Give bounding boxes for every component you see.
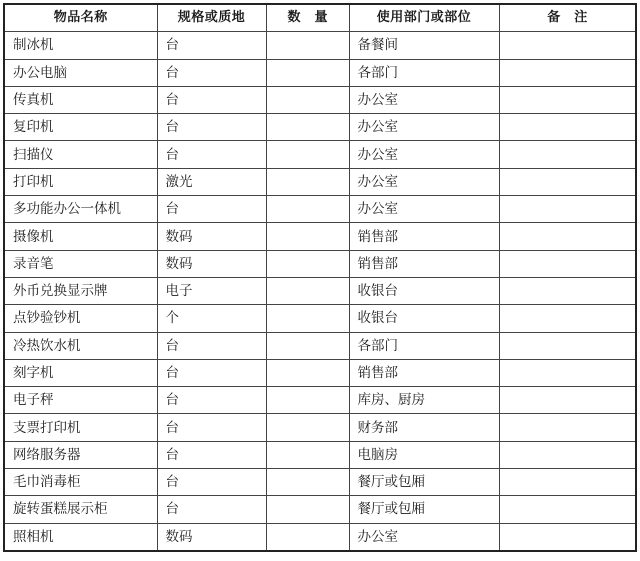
cell-spec: 数码 — [157, 523, 266, 551]
cell-department: 办公室 — [349, 114, 499, 141]
cell-item-name: 录音笔 — [4, 250, 157, 277]
cell-quantity — [266, 496, 349, 523]
table-row — [4, 32, 636, 59]
cell-department: 收银台 — [349, 277, 499, 304]
cell-item-name: 照相机 — [4, 523, 157, 551]
cell-quantity — [266, 332, 349, 359]
cell-spec: 台 — [157, 441, 266, 468]
cell-department: 办公室 — [349, 523, 499, 551]
cell-quantity — [266, 223, 349, 250]
cell-item-name: 旋转蛋糕展示柜 — [4, 496, 157, 523]
table-row — [4, 114, 636, 141]
cell-remark — [499, 359, 636, 386]
cell-item-name: 支票打印机 — [4, 414, 157, 441]
cell-spec: 台 — [157, 59, 266, 86]
table-row — [4, 414, 636, 441]
cell-item-name: 复印机 — [4, 114, 157, 141]
cell-department: 各部门 — [349, 59, 499, 86]
equipment-table — [3, 3, 637, 552]
cell-remark — [499, 469, 636, 496]
cell-spec: 台 — [157, 86, 266, 113]
cell-spec: 激光 — [157, 168, 266, 195]
cell-remark — [499, 414, 636, 441]
cell-department: 销售部 — [349, 359, 499, 386]
cell-quantity — [266, 305, 349, 332]
header-row — [4, 4, 636, 32]
table-row — [4, 141, 636, 168]
cell-item-name: 摄像机 — [4, 223, 157, 250]
cell-remark — [499, 59, 636, 86]
cell-department: 库房、厨房 — [349, 387, 499, 414]
cell-department: 餐厅或包厢 — [349, 496, 499, 523]
cell-department: 备餐间 — [349, 32, 499, 59]
cell-department: 餐厅或包厢 — [349, 469, 499, 496]
cell-item-name: 制冰机 — [4, 32, 157, 59]
cell-item-name: 电子秤 — [4, 387, 157, 414]
cell-quantity — [266, 141, 349, 168]
cell-department: 收银台 — [349, 305, 499, 332]
cell-department: 办公室 — [349, 196, 499, 223]
cell-quantity — [266, 523, 349, 551]
cell-remark — [499, 523, 636, 551]
cell-department: 销售部 — [349, 250, 499, 277]
cell-item-name: 扫描仪 — [4, 141, 157, 168]
cell-spec: 台 — [157, 114, 266, 141]
table-row — [4, 277, 636, 304]
cell-remark — [499, 305, 636, 332]
cell-spec: 台 — [157, 387, 266, 414]
cell-item-name: 冷热饮水机 — [4, 332, 157, 359]
cell-item-name: 毛巾消毒柜 — [4, 469, 157, 496]
cell-department: 财务部 — [349, 414, 499, 441]
table-row — [4, 387, 636, 414]
cell-remark — [499, 86, 636, 113]
cell-remark — [499, 223, 636, 250]
cell-quantity — [266, 441, 349, 468]
cell-remark — [499, 332, 636, 359]
cell-spec: 台 — [157, 469, 266, 496]
cell-item-name: 刻字机 — [4, 359, 157, 386]
table-row — [4, 441, 636, 468]
cell-quantity — [266, 196, 349, 223]
cell-spec: 台 — [157, 332, 266, 359]
cell-spec: 台 — [157, 32, 266, 59]
table-body — [4, 32, 636, 551]
cell-spec: 台 — [157, 359, 266, 386]
cell-quantity — [266, 359, 349, 386]
header-quantity: 数量 — [266, 4, 349, 32]
table-row — [4, 359, 636, 386]
header-item-name: 物品名称 — [4, 4, 157, 32]
header-department: 使用部门或部位 — [349, 4, 499, 32]
cell-department: 电脑房 — [349, 441, 499, 468]
cell-spec: 个 — [157, 305, 266, 332]
table-row — [4, 59, 636, 86]
cell-quantity — [266, 32, 349, 59]
cell-remark — [499, 277, 636, 304]
cell-department: 各部门 — [349, 332, 499, 359]
cell-quantity — [266, 387, 349, 414]
header-remark: 备注 — [499, 4, 636, 32]
table-row — [4, 332, 636, 359]
table-row — [4, 496, 636, 523]
table-row — [4, 250, 636, 277]
cell-quantity — [266, 250, 349, 277]
cell-spec: 台 — [157, 141, 266, 168]
cell-remark — [499, 141, 636, 168]
cell-department: 办公室 — [349, 86, 499, 113]
table-row — [4, 523, 636, 551]
cell-quantity — [266, 114, 349, 141]
cell-quantity — [266, 59, 349, 86]
cell-remark — [499, 32, 636, 59]
cell-remark — [499, 441, 636, 468]
table-header — [4, 4, 636, 32]
cell-department: 办公室 — [349, 141, 499, 168]
cell-quantity — [266, 414, 349, 441]
cell-spec: 台 — [157, 196, 266, 223]
table-row — [4, 469, 636, 496]
cell-spec: 电子 — [157, 277, 266, 304]
table-row — [4, 168, 636, 195]
header-spec: 规格或质地 — [157, 4, 266, 32]
cell-item-name: 点钞验钞机 — [4, 305, 157, 332]
equipment-table-document — [3, 3, 635, 552]
table-row — [4, 196, 636, 223]
cell-quantity — [266, 86, 349, 113]
cell-remark — [499, 250, 636, 277]
cell-item-name: 打印机 — [4, 168, 157, 195]
cell-item-name: 网络服务器 — [4, 441, 157, 468]
cell-spec: 数码 — [157, 223, 266, 250]
cell-remark — [499, 387, 636, 414]
cell-item-name: 外币兑换显示牌 — [4, 277, 157, 304]
table-row — [4, 86, 636, 113]
table-row — [4, 305, 636, 332]
cell-remark — [499, 168, 636, 195]
cell-item-name: 办公电脑 — [4, 59, 157, 86]
cell-remark — [499, 496, 636, 523]
cell-spec: 台 — [157, 414, 266, 441]
cell-remark — [499, 114, 636, 141]
cell-spec: 数码 — [157, 250, 266, 277]
cell-item-name: 传真机 — [4, 86, 157, 113]
cell-quantity — [266, 168, 349, 195]
cell-spec: 台 — [157, 496, 266, 523]
cell-quantity — [266, 469, 349, 496]
cell-department: 办公室 — [349, 168, 499, 195]
cell-department: 销售部 — [349, 223, 499, 250]
table-row — [4, 223, 636, 250]
cell-item-name: 多功能办公一体机 — [4, 196, 157, 223]
cell-quantity — [266, 277, 349, 304]
cell-remark — [499, 196, 636, 223]
